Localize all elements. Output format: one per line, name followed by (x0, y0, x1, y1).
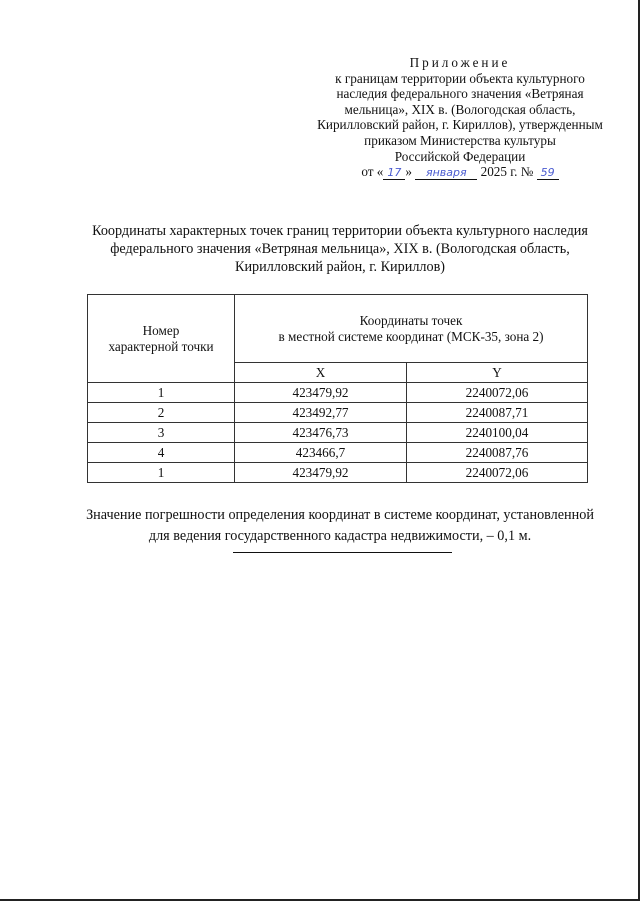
document-title (70, 222, 610, 276)
cell-n: 4 (88, 443, 235, 463)
appendix-line: приказом Министерства культуры (364, 132, 556, 148)
cell-n: 1 (88, 383, 235, 403)
appendix-line: Кирилловский район, г. Кириллов), утвержденным (317, 117, 603, 133)
title-line: Кирилловский район, г. Кириллов) (234, 259, 446, 275)
header-line: Координаты точек (359, 312, 463, 328)
year-text: 2025 г. № (480, 164, 534, 180)
title-line: Координаты характерных точек границ территории объекта культурного наследия (92, 223, 588, 239)
cell-y: 2240072,06 (407, 463, 588, 483)
appendix-heading: Приложение (409, 55, 511, 70)
cell-y: 2240072,06 (407, 383, 588, 403)
handwritten-number: 59 (537, 167, 559, 180)
table-row (88, 383, 588, 403)
end-rule (233, 552, 452, 553)
point-number-header (88, 295, 235, 383)
cell-n: 3 (88, 423, 235, 443)
coordinates-header (235, 295, 588, 363)
order-date-line (300, 164, 620, 180)
cell-y: 2240087,71 (407, 403, 588, 423)
cell-x: 423479,92 (235, 383, 407, 403)
title-line: федерального значения «Ветряная мельница», XIX в. (Вологодская область, (110, 241, 570, 257)
date-prefix: от « (361, 164, 384, 180)
cell-n: 2 (88, 403, 235, 423)
table-row (88, 463, 588, 483)
accuracy-note (50, 505, 630, 547)
header-line: Номер (142, 322, 180, 338)
table-row (88, 403, 588, 423)
y-header: Y (407, 363, 588, 383)
cell-y: 2240100,04 (407, 423, 588, 443)
appendix-line: Российской Федерации (394, 148, 526, 164)
cell-n: 1 (88, 463, 235, 483)
header-line: в местной системе координат (МСК-35, зона 2) (278, 328, 544, 344)
cell-x: 423476,73 (235, 423, 407, 443)
handwritten-month: января (415, 167, 477, 180)
date-mid: » (405, 164, 412, 180)
header-line: характерной точки (108, 338, 214, 354)
coordinates-table (87, 294, 588, 483)
handwritten-day: 17 (383, 167, 405, 180)
table-row (88, 423, 588, 443)
cell-x: 423466,7 (235, 443, 407, 463)
cell-x: 423492,77 (235, 403, 407, 423)
appendix-line: мельница», XIX в. (Вологодская область, (344, 101, 576, 117)
appendix-line: наследия федерального значения «Ветряная (336, 86, 584, 102)
x-header: X (235, 363, 407, 383)
table-row (88, 443, 588, 463)
appendix-header (300, 55, 620, 180)
cell-y: 2240087,76 (407, 443, 588, 463)
note-line: Значение погрешности определения координат в системе координат, установленной (86, 507, 594, 523)
cell-x: 423479,92 (235, 463, 407, 483)
note-line: для ведения государственного кадастра недвижимости, – 0,1 м. (148, 528, 532, 544)
appendix-line: к границам территории объекта культурного (335, 70, 585, 86)
